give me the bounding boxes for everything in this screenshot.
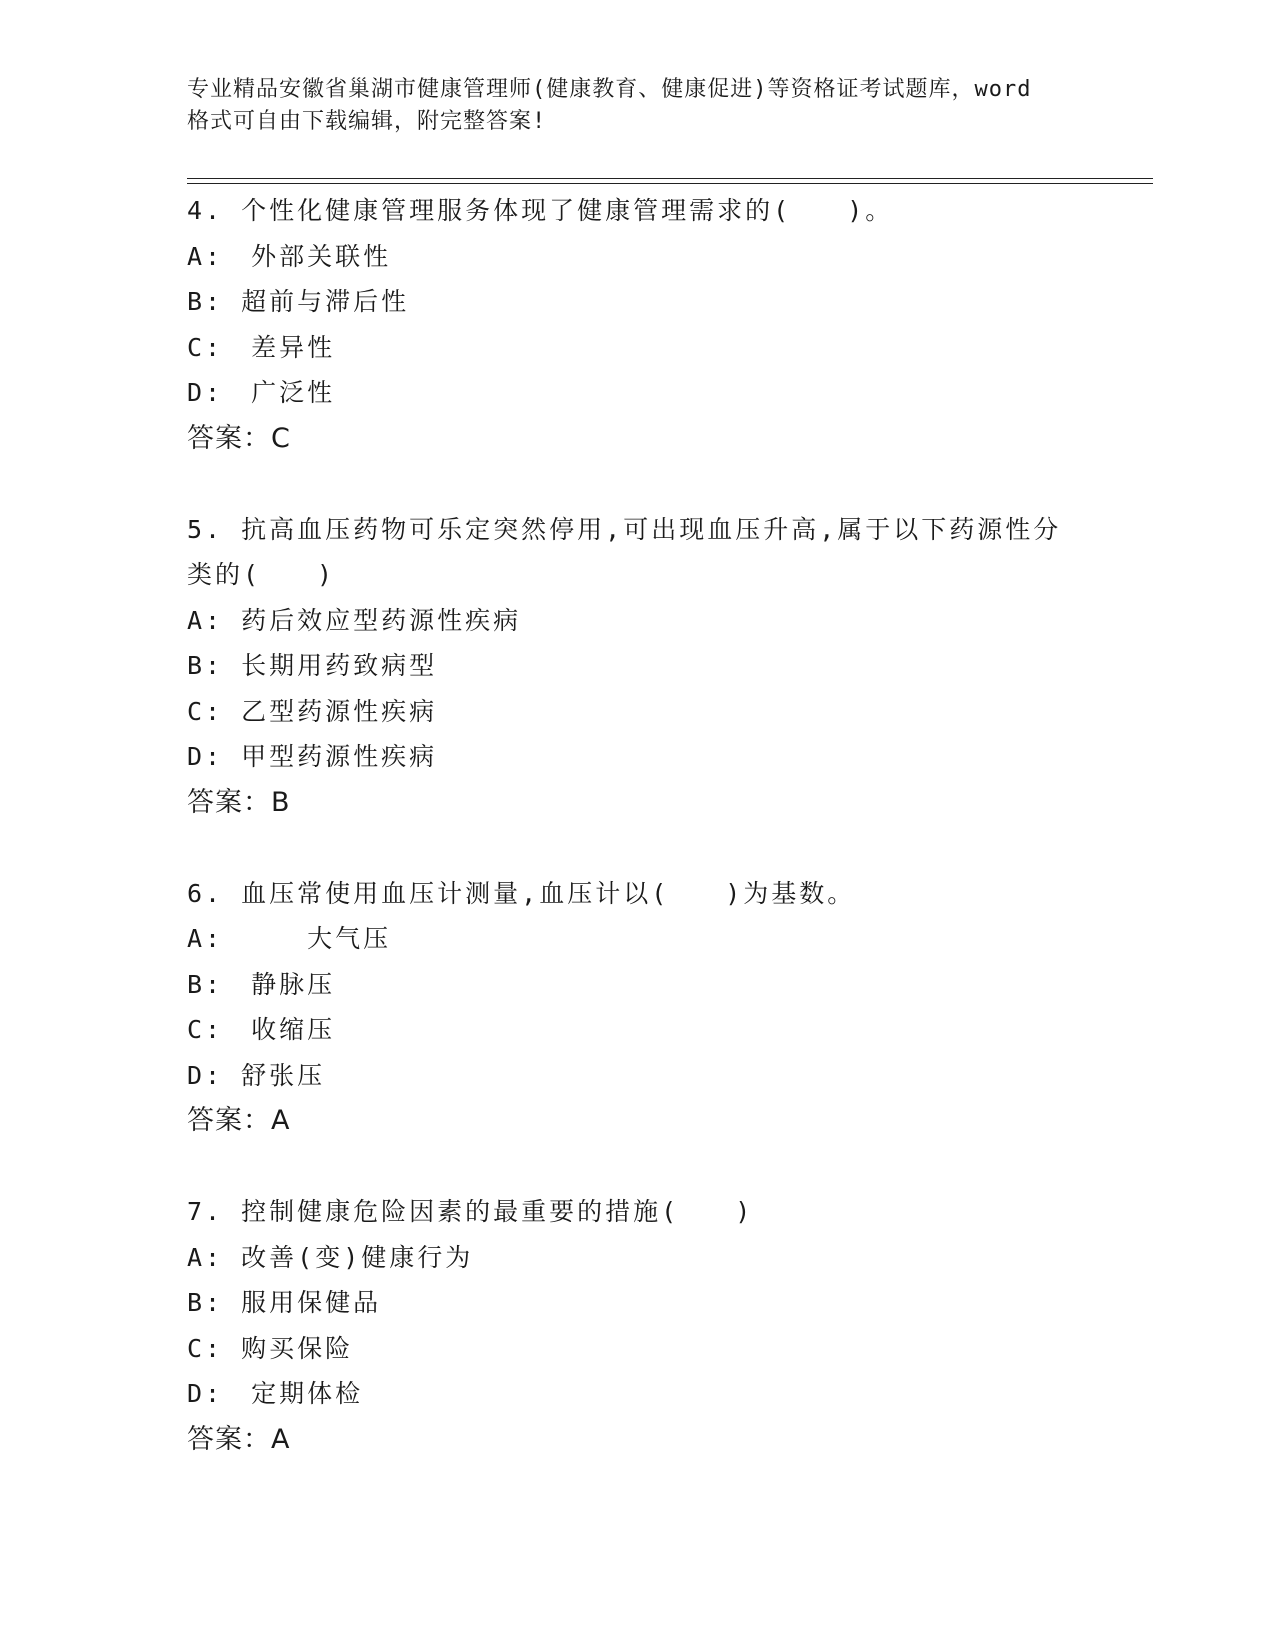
header-line-1: 专业精品安徽省巢湖市健康管理师(健康教育、健康促进)等资格证考试题库，word <box>187 77 1032 102</box>
header-line-2: 格式可自由下载编辑，附完整答案! <box>187 109 547 134</box>
question-stem: 5. 抗高血压药物可乐定突然停用,可出现血压升高,属于以下药源性分 <box>187 514 1062 544</box>
option-b: B: 长期用药致病型 <box>187 651 438 680</box>
header-rule-top <box>187 178 1153 179</box>
question-block-6 <box>187 871 1087 1144</box>
question-block-7 <box>187 1189 1087 1462</box>
option-a: A: 改善(变)健康行为 <box>187 1242 474 1272</box>
document-header <box>187 74 1087 138</box>
option-c: C: 购买保险 <box>187 1333 354 1363</box>
option-c: C: 乙型药源性疾病 <box>187 696 438 726</box>
option-d: D: 甲型药源性疾病 <box>187 742 438 771</box>
option-a: A: 药后效应型药源性疾病 <box>187 605 522 635</box>
answer-label: 答案：B <box>187 786 291 818</box>
option-d: D: 广泛性 <box>187 378 336 407</box>
option-d: D: 定期体检 <box>187 1379 364 1408</box>
answer-label: 答案：C <box>187 422 291 454</box>
question-block-5 <box>187 507 1087 826</box>
header-rule-bottom <box>187 183 1153 184</box>
option-b: B: 超前与滞后性 <box>187 287 410 316</box>
answer-label: 答案：A <box>187 1105 291 1136</box>
option-a: A: 外部关联性 <box>187 241 392 271</box>
question-stem: 7. 控制健康危险因素的最重要的措施( ) <box>187 1197 754 1226</box>
option-b: B: 静脉压 <box>187 969 336 999</box>
option-a: A: 大气压 <box>187 924 392 953</box>
question-stem: 4. 个性化健康管理服务体现了健康管理需求的( )。 <box>187 196 894 225</box>
answer-label: 答案：A <box>187 1423 291 1455</box>
question-stem-continued: 类的( ) <box>187 560 336 589</box>
option-d: D: 舒张压 <box>187 1060 326 1090</box>
question-list <box>187 188 1087 1462</box>
option-c: C: 差异性 <box>187 332 336 362</box>
option-c: C: 收缩压 <box>187 1015 336 1044</box>
option-b: B: 服用保健品 <box>187 1288 382 1317</box>
question-block-4 <box>187 188 1087 461</box>
question-stem: 6. 血压常使用血压计测量,血压计以( )为基数。 <box>187 878 856 908</box>
